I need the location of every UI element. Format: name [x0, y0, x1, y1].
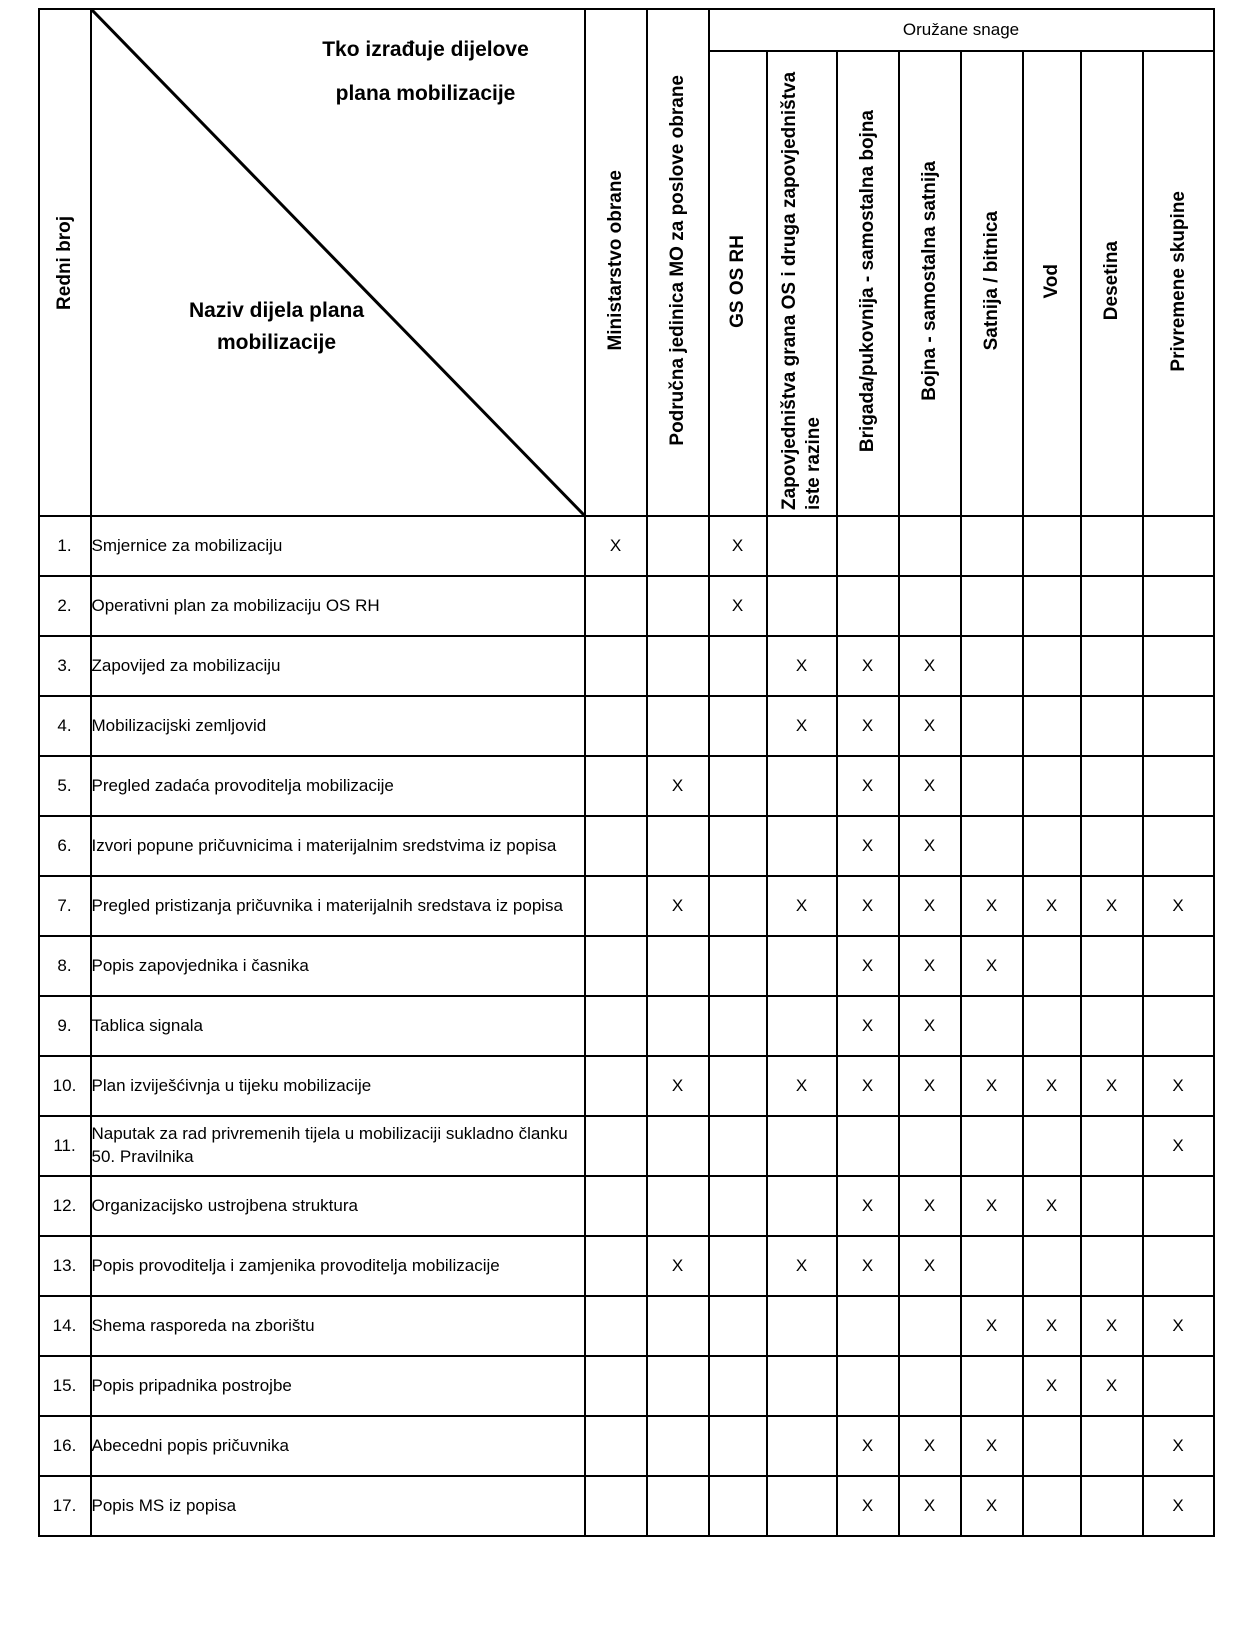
header-col-gs-os-rh	[709, 51, 767, 516]
cell-mark	[961, 1116, 1023, 1176]
cell-mark	[767, 516, 837, 576]
cell-mark: X	[1081, 1296, 1143, 1356]
table-row	[39, 996, 1214, 1056]
cell-mark	[585, 816, 647, 876]
row-number: 1.	[39, 516, 91, 576]
cell-mark: X	[961, 1176, 1023, 1236]
row-number: 2.	[39, 576, 91, 636]
cell-mark: X	[837, 1416, 899, 1476]
header-col-label: GS OS RH	[727, 234, 748, 328]
header-corner-diagonal	[91, 9, 585, 516]
cell-mark	[1023, 636, 1081, 696]
cell-mark	[709, 1476, 767, 1536]
cell-mark: X	[899, 1476, 961, 1536]
cell-mark: X	[899, 636, 961, 696]
cell-mark	[585, 996, 647, 1056]
row-plan-name: Popis provoditelja i zamjenika provoditelja mobilizacije	[91, 1236, 585, 1296]
table-row	[39, 1056, 1214, 1116]
cell-mark	[1081, 636, 1143, 696]
cell-mark	[1081, 936, 1143, 996]
cell-mark	[961, 816, 1023, 876]
cell-mark	[837, 516, 899, 576]
cell-mark	[767, 756, 837, 816]
cell-mark	[647, 1476, 709, 1536]
cell-mark	[585, 636, 647, 696]
cell-mark	[1143, 516, 1214, 576]
cell-mark	[837, 576, 899, 636]
cell-mark	[585, 696, 647, 756]
cell-mark	[647, 1356, 709, 1416]
table-header	[39, 9, 1214, 516]
header-col-vod	[1023, 51, 1081, 516]
cell-mark: X	[647, 1056, 709, 1116]
table-row	[39, 816, 1214, 876]
cell-mark: X	[961, 1416, 1023, 1476]
cell-mark	[709, 1356, 767, 1416]
cell-mark: X	[647, 756, 709, 816]
cell-mark: X	[837, 1236, 899, 1296]
cell-mark: X	[961, 876, 1023, 936]
header-group-oruzane-snage: Oružane snage	[709, 9, 1214, 51]
row-number: 15.	[39, 1356, 91, 1416]
cell-mark	[1143, 996, 1214, 1056]
cell-mark	[647, 816, 709, 876]
cell-mark: X	[961, 1056, 1023, 1116]
row-plan-name: Plan izviješćivnja u tijeku mobilizacije	[91, 1056, 585, 1116]
cell-mark: X	[899, 816, 961, 876]
cell-mark	[961, 756, 1023, 816]
cell-mark	[647, 696, 709, 756]
cell-mark	[709, 936, 767, 996]
row-plan-name: Abecedni popis pričuvnika	[91, 1416, 585, 1476]
cell-mark	[585, 576, 647, 636]
row-number: 4.	[39, 696, 91, 756]
row-plan-name: Pregled zadaća provoditelja mobilizacije	[91, 756, 585, 816]
header-col-label: Ministarstvo obrane	[605, 169, 626, 351]
table-row	[39, 1116, 1214, 1176]
cell-mark	[585, 876, 647, 936]
cell-mark: X	[899, 696, 961, 756]
header-col-zapovjednistva	[767, 51, 837, 516]
row-plan-name: Operativni plan za mobilizaciju OS RH	[91, 576, 585, 636]
table-row	[39, 1476, 1214, 1536]
cell-mark	[837, 1356, 899, 1416]
cell-mark	[1081, 1176, 1143, 1236]
cell-mark: X	[1143, 1296, 1214, 1356]
cell-mark	[1023, 1476, 1081, 1536]
row-number: 9.	[39, 996, 91, 1056]
row-plan-name: Pregled pristizanja pričuvnika i materijalnih sredstava iz popisa	[91, 876, 585, 936]
cell-mark: X	[709, 516, 767, 576]
cell-mark: X	[767, 1056, 837, 1116]
row-plan-name: Zapovijed za mobilizaciju	[91, 636, 585, 696]
header-col-label: Zapovjedništva grana OS i druga zapovjedništva iste razine	[778, 71, 824, 510]
cell-mark	[767, 1476, 837, 1536]
cell-mark: X	[899, 876, 961, 936]
cell-mark	[899, 516, 961, 576]
cell-mark	[767, 1176, 837, 1236]
row-plan-name: Tablica signala	[91, 996, 585, 1056]
cell-mark	[709, 1056, 767, 1116]
row-plan-name: Smjernice za mobilizaciju	[91, 516, 585, 576]
header-col-label: Brigada/pukovnija - samostalna bojna	[857, 109, 878, 453]
cell-mark	[767, 1356, 837, 1416]
cell-mark: X	[837, 876, 899, 936]
cell-mark	[585, 1176, 647, 1236]
cell-mark	[1023, 1416, 1081, 1476]
cell-mark	[709, 876, 767, 936]
cell-mark	[585, 756, 647, 816]
cell-mark: X	[1143, 876, 1214, 936]
cell-mark: X	[837, 696, 899, 756]
cell-mark	[899, 1296, 961, 1356]
row-number: 12.	[39, 1176, 91, 1236]
cell-mark	[647, 996, 709, 1056]
cell-mark	[585, 1116, 647, 1176]
cell-mark: X	[837, 996, 899, 1056]
header-col-label: Vod	[1041, 263, 1062, 299]
header-corner-top-label: Tko izrađuje dijelove plana mobilizacije	[322, 38, 529, 106]
cell-mark	[709, 1296, 767, 1356]
cell-mark: X	[767, 876, 837, 936]
cell-mark: X	[1143, 1056, 1214, 1116]
cell-mark: X	[1081, 1056, 1143, 1116]
cell-mark: X	[837, 936, 899, 996]
cell-mark	[767, 996, 837, 1056]
cell-mark	[1023, 1236, 1081, 1296]
cell-mark: X	[1023, 876, 1081, 936]
row-number: 3.	[39, 636, 91, 696]
cell-mark	[961, 996, 1023, 1056]
row-plan-name: Mobilizacijski zemljovid	[91, 696, 585, 756]
cell-mark	[647, 1416, 709, 1476]
cell-mark	[1143, 1356, 1214, 1416]
cell-mark	[709, 636, 767, 696]
cell-mark: X	[961, 1296, 1023, 1356]
header-col-label: Privremene skupine	[1167, 190, 1189, 372]
cell-mark: X	[767, 1236, 837, 1296]
cell-mark	[647, 576, 709, 636]
header-row-group	[39, 9, 1214, 51]
cell-mark	[1143, 936, 1214, 996]
cell-mark	[647, 636, 709, 696]
cell-mark	[1081, 1416, 1143, 1476]
row-number: 13.	[39, 1236, 91, 1296]
cell-mark: X	[647, 1236, 709, 1296]
cell-mark	[899, 576, 961, 636]
cell-mark	[647, 936, 709, 996]
cell-mark	[1023, 576, 1081, 636]
cell-mark	[767, 576, 837, 636]
header-col-label: Bojna - samostalna satnija	[919, 161, 940, 401]
cell-mark: X	[709, 576, 767, 636]
cell-mark: X	[899, 1176, 961, 1236]
header-col-podrucna-jedinica	[647, 9, 709, 516]
cell-mark	[647, 1176, 709, 1236]
cell-mark	[1081, 1476, 1143, 1536]
cell-mark	[647, 1116, 709, 1176]
cell-mark	[585, 1476, 647, 1536]
cell-mark	[1081, 576, 1143, 636]
cell-mark	[709, 1416, 767, 1476]
table-row	[39, 1176, 1214, 1236]
header-col-label: Desetina	[1101, 241, 1122, 321]
cell-mark: X	[647, 876, 709, 936]
table-row	[39, 696, 1214, 756]
cell-mark	[1023, 816, 1081, 876]
cell-mark	[1023, 756, 1081, 816]
cell-mark	[709, 756, 767, 816]
cell-mark	[1081, 1116, 1143, 1176]
cell-mark: X	[837, 1476, 899, 1536]
cell-mark	[647, 516, 709, 576]
header-row-number-label: Redni broj	[54, 216, 75, 310]
cell-mark: X	[837, 636, 899, 696]
cell-mark	[899, 1116, 961, 1176]
cell-mark	[961, 576, 1023, 636]
table-row	[39, 876, 1214, 936]
cell-mark	[1143, 696, 1214, 756]
cell-mark	[709, 1176, 767, 1236]
cell-mark: X	[585, 516, 647, 576]
cell-mark	[1143, 1176, 1214, 1236]
table-row	[39, 516, 1214, 576]
row-plan-name: Shema rasporeda na zborištu	[91, 1296, 585, 1356]
cell-mark	[837, 1296, 899, 1356]
cell-mark: X	[961, 1476, 1023, 1536]
cell-mark	[1023, 996, 1081, 1056]
cell-mark: X	[837, 1176, 899, 1236]
cell-mark	[767, 936, 837, 996]
cell-mark	[585, 1416, 647, 1476]
cell-mark: X	[961, 936, 1023, 996]
cell-mark	[1143, 576, 1214, 636]
cell-mark	[961, 1236, 1023, 1296]
cell-mark	[1081, 696, 1143, 756]
cell-mark	[767, 1296, 837, 1356]
row-plan-name: Organizacijsko ustrojbena struktura	[91, 1176, 585, 1236]
cell-mark: X	[899, 756, 961, 816]
cell-mark	[585, 1056, 647, 1116]
cell-mark: X	[1143, 1416, 1214, 1476]
table-row	[39, 1356, 1214, 1416]
cell-mark	[647, 1296, 709, 1356]
cell-mark: X	[1023, 1176, 1081, 1236]
cell-mark	[767, 1116, 837, 1176]
header-col-desetina	[1081, 51, 1143, 516]
row-plan-name: Popis MS iz popisa	[91, 1476, 585, 1536]
cell-mark	[961, 516, 1023, 576]
table-row	[39, 756, 1214, 816]
row-plan-name: Naputak za rad privremenih tijela u mobilizaciji sukladno članku 50. Pravilnika	[91, 1116, 585, 1176]
cell-mark	[1143, 636, 1214, 696]
cell-mark: X	[767, 696, 837, 756]
cell-mark	[961, 696, 1023, 756]
cell-mark	[1081, 816, 1143, 876]
cell-mark: X	[837, 756, 899, 816]
cell-mark	[1081, 516, 1143, 576]
cell-mark	[767, 1416, 837, 1476]
table-row	[39, 1296, 1214, 1356]
cell-mark: X	[1081, 1356, 1143, 1416]
cell-mark	[585, 1236, 647, 1296]
table-row	[39, 1236, 1214, 1296]
row-plan-name: Izvori popune pričuvnicima i materijalnim sredstvima iz popisa	[91, 816, 585, 876]
cell-mark: X	[837, 816, 899, 876]
cell-mark: X	[1081, 876, 1143, 936]
cell-mark: X	[1023, 1056, 1081, 1116]
cell-mark	[961, 1356, 1023, 1416]
cell-mark	[1143, 816, 1214, 876]
mobilization-plan-matrix	[38, 8, 1215, 1537]
cell-mark	[585, 1356, 647, 1416]
header-col-label: Satnija / bitnica	[981, 211, 1002, 351]
cell-mark	[1023, 936, 1081, 996]
row-number: 7.	[39, 876, 91, 936]
cell-mark	[837, 1116, 899, 1176]
cell-mark: X	[899, 1236, 961, 1296]
row-number: 8.	[39, 936, 91, 996]
header-col-brigada-pukovnija	[837, 51, 899, 516]
row-number: 6.	[39, 816, 91, 876]
cell-mark: X	[899, 1056, 961, 1116]
cell-mark: X	[1023, 1356, 1081, 1416]
cell-mark	[1143, 1236, 1214, 1296]
cell-mark	[1023, 696, 1081, 756]
cell-mark: X	[899, 996, 961, 1056]
row-number: 10.	[39, 1056, 91, 1116]
row-number: 5.	[39, 756, 91, 816]
cell-mark: X	[1143, 1116, 1214, 1176]
table-row	[39, 576, 1214, 636]
cell-mark	[961, 636, 1023, 696]
cell-mark	[709, 816, 767, 876]
header-row-number	[39, 9, 91, 516]
cell-mark	[1023, 516, 1081, 576]
cell-mark	[709, 696, 767, 756]
cell-mark: X	[1143, 1476, 1214, 1536]
row-number: 17.	[39, 1476, 91, 1536]
cell-mark	[585, 1296, 647, 1356]
cell-mark	[709, 996, 767, 1056]
row-plan-name: Popis pripadnika postrojbe	[91, 1356, 585, 1416]
header-corner-bottom-label: Naziv dijela plana mobilizacije	[188, 299, 365, 354]
cell-mark: X	[1023, 1296, 1081, 1356]
table-row	[39, 1416, 1214, 1476]
cell-mark	[1081, 1236, 1143, 1296]
cell-mark: X	[899, 1416, 961, 1476]
row-number: 11.	[39, 1116, 91, 1176]
header-col-bojna-samostalna-satnija	[899, 51, 961, 516]
cell-mark	[767, 816, 837, 876]
cell-mark	[1081, 756, 1143, 816]
header-col-ministarstvo-obrane	[585, 9, 647, 516]
cell-mark	[709, 1116, 767, 1176]
header-col-privremene-skupine	[1143, 51, 1214, 516]
cell-mark	[1023, 1116, 1081, 1176]
cell-mark	[899, 1356, 961, 1416]
cell-mark: X	[899, 936, 961, 996]
table-row	[39, 636, 1214, 696]
cell-mark	[585, 936, 647, 996]
cell-mark: X	[837, 1056, 899, 1116]
row-number: 14.	[39, 1296, 91, 1356]
table-body	[39, 516, 1214, 1536]
cell-mark	[1081, 996, 1143, 1056]
table-row	[39, 936, 1214, 996]
header-col-label: Područna jedinica MO za poslove obrane	[667, 74, 688, 446]
cell-mark	[1143, 756, 1214, 816]
cell-mark	[709, 1236, 767, 1296]
row-plan-name: Popis zapovjednika i časnika	[91, 936, 585, 996]
cell-mark: X	[767, 636, 837, 696]
header-col-satnija-bitnica	[961, 51, 1023, 516]
row-number: 16.	[39, 1416, 91, 1476]
